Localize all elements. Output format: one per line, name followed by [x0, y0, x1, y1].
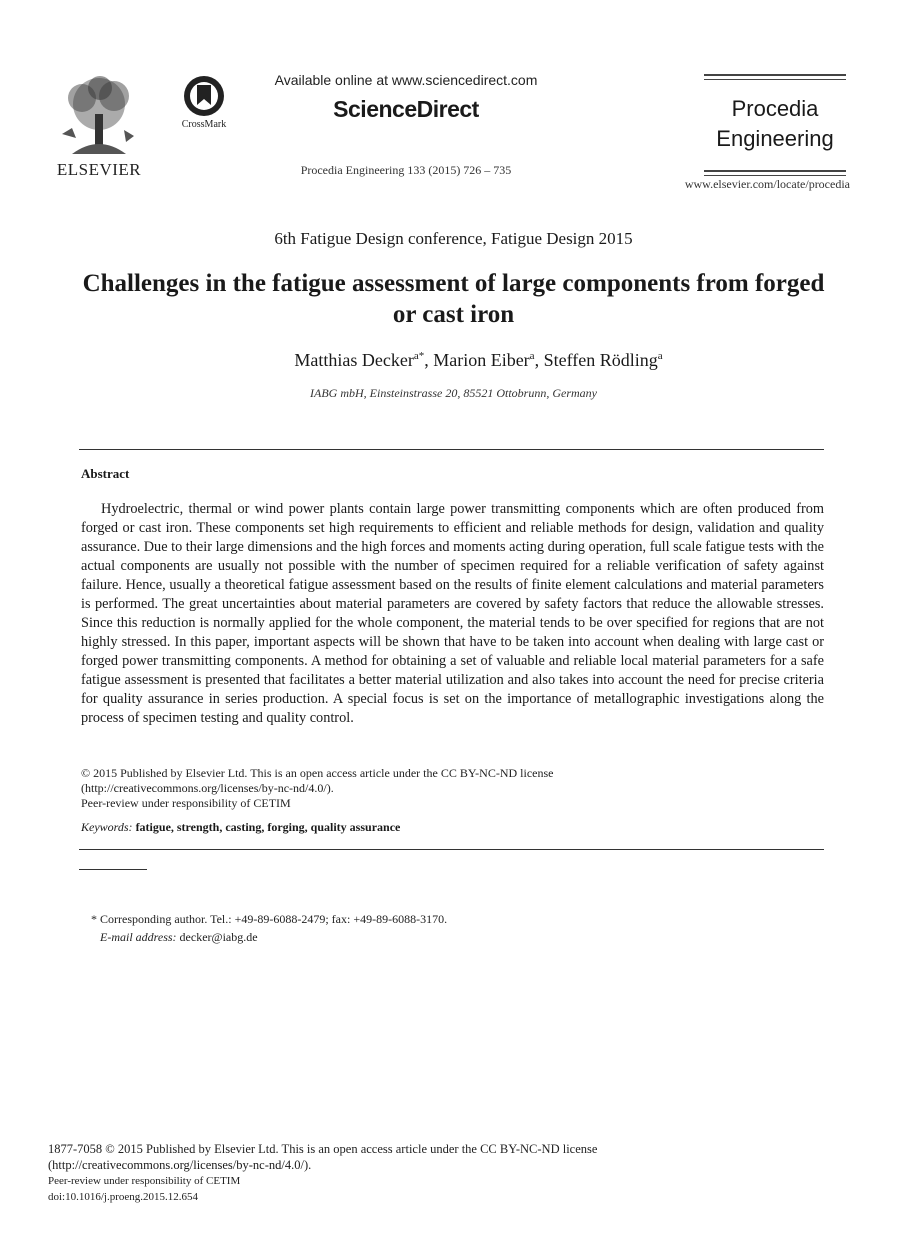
conference-name: 6th Fatigue Design conference, Fatigue Design 2015 — [274, 229, 633, 248]
journal-title — [704, 94, 846, 154]
keywords-list: fatigue, strength, casting, forging, quality assurance — [135, 820, 401, 834]
corresponding-author-contact: * Corresponding author. Tel.: +49-89-6088-2479; fax: +49-89-6088-3170. — [91, 912, 448, 926]
crossmark-icon — [176, 74, 232, 118]
author-affiliation-mark: a* — [413, 350, 425, 362]
journal-title-rule-top — [704, 74, 846, 80]
elsevier-wordmark: ELSEVIER — [56, 160, 142, 179]
license-link-line: (http://creativecommons.org/licenses/by-nc-nd/4.0/). — [81, 781, 334, 795]
affiliation: IABG mbH, Einsteinstrasse 20, 85521 Ottobrunn, Germany — [310, 386, 597, 400]
paper-title: Challenges in the fatigue assessment of large components from forged or cast iron — [82, 270, 825, 328]
elsevier-tree-icon — [52, 74, 146, 158]
license-link[interactable]: http://creativecommons.org/licenses/by-nc-nd/4.0/ — [85, 781, 327, 795]
footer-peer-review: Peer-review under responsibility of CETIM — [48, 1175, 241, 1187]
available-online: Available online at www.sciencedirect.com — [274, 72, 538, 88]
peer-review-note: Peer-review under responsibility of CETIM — [81, 796, 291, 810]
divider-bottom — [79, 849, 824, 850]
keywords-label: Keywords: — [81, 820, 133, 834]
email-line — [91, 928, 447, 946]
author-name: Steffen Rödling — [543, 350, 658, 370]
author-separator: , — [534, 350, 544, 370]
page-footer — [48, 1141, 848, 1205]
journal-title-line2: Engineering — [716, 126, 834, 151]
issn-license-line: 1877-7058 © 2015 Published by Elsevier Ltd. This is an open access article under the CC BY-NC-ND license — [48, 1142, 598, 1156]
sciencedirect-logo: ScienceDirect — [333, 96, 479, 122]
author-list — [0, 350, 907, 371]
corresponding-author-footnote — [91, 910, 447, 946]
keywords — [81, 820, 824, 835]
email-label: E-mail address: — [100, 930, 177, 944]
abstract-body: Hydroelectric, thermal or wind power plants contain large power transmitting components which are often produced from forged or cast iron. These components set high requirements to efficient and reliable methods for design, validation and quality assurance. Due to their large dimensions and the high forces and moments acting during operation, full scale fatigue tests with the actual components are usually not possible with the number of specimen required for a reliable verification of safety against failure. Hence, usually a theoretical fatigue assessment based on the results of finite element calculations and material parameters is performed. The great uncertainties about material parameters are covered by safety factors that reduce the allowable stresses. Since this reduction is normally applied for the whole component, the material tends to be over specified for regions that are not highly stressed. In this paper, important aspects will be shown that have to be taken into account when dealing with large cast or forged power transmitting components. A method for obtaining a set of valuable and reliable local material parameters for a safe fatigue assessment is presented that facilitates a better material utilization and also takes into account the need for precise criteria for quality assurance in series production. A special focus is set on the importance of metallographic investigations along the process of specimen testing and quality control. — [81, 501, 824, 726]
author-affiliation-mark: a — [529, 350, 535, 362]
footer-license-link-line: (http://creativecommons.org/licenses/by-nc-nd/4.0/). — [48, 1158, 312, 1172]
author-name: Marion Eiber — [433, 350, 530, 370]
license-text: © 2015 Published by Elsevier Ltd. This is an open access article under the CC BY-NC-ND license — [81, 766, 554, 780]
elsevier-logo — [52, 74, 146, 178]
journal-title-line1: Procedia — [731, 96, 819, 121]
license-statement — [81, 766, 824, 811]
divider-top — [79, 449, 824, 450]
email-address[interactable]: decker@iabg.de — [179, 930, 258, 944]
journal-reference: Procedia Engineering 133 (2015) 726 – 735 — [300, 163, 512, 177]
journal-url-link[interactable]: www.elsevier.com/locate/procedia — [684, 177, 850, 191]
footnote-rule — [79, 869, 147, 870]
journal-title-rule-bottom — [704, 170, 846, 176]
crossmark-label: CrossMark — [181, 119, 227, 130]
doi[interactable]: doi:10.1016/j.proeng.2015.12.654 — [48, 1191, 199, 1203]
abstract-heading: Abstract — [81, 466, 130, 481]
author-separator: , — [424, 350, 434, 370]
footer-license-link[interactable]: http://creativecommons.org/licenses/by-nc-nd/4.0/ — [52, 1158, 304, 1172]
crossmark-badge[interactable] — [176, 74, 232, 136]
author-affiliation-mark: a — [657, 350, 663, 362]
author-name: Matthias Decker — [294, 350, 414, 370]
